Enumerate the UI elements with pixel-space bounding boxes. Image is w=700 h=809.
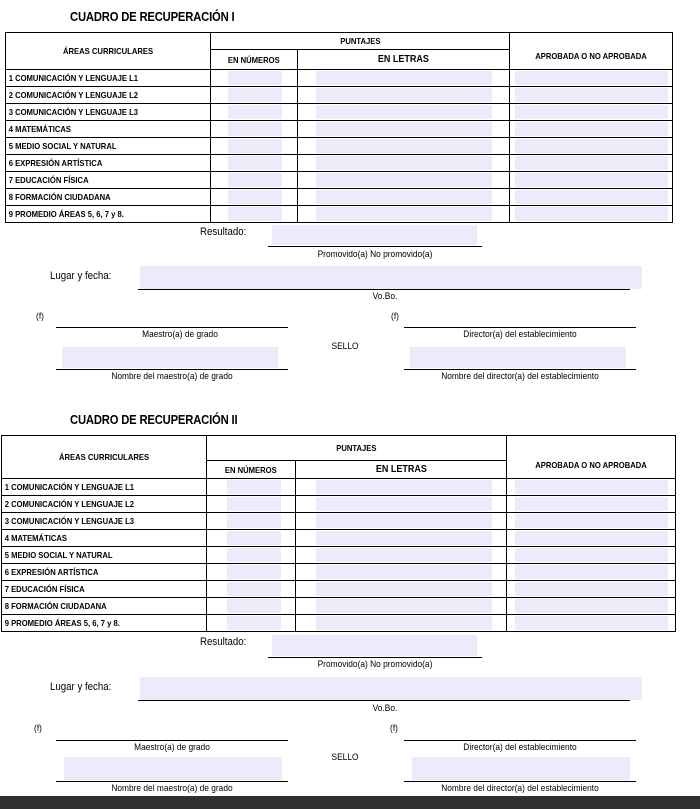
table-row	[2, 496, 676, 513]
approval-field[interactable]	[510, 138, 673, 155]
table-row	[2, 530, 676, 547]
score-letters-field[interactable]	[296, 479, 507, 496]
lugar-line	[138, 700, 630, 701]
area-name: 3 COMUNICACIÓN Y LENGUAJE L3	[2, 513, 207, 530]
resultado-options: Promovido(a) No promovido(a)	[317, 249, 433, 260]
header-areas: ÁREAS CURRICULARES	[2, 436, 207, 479]
header-letras: EN LETRAS	[296, 461, 507, 479]
approval-field[interactable]	[507, 581, 676, 598]
score-number-field[interactable]	[207, 581, 296, 598]
resultado-line	[268, 246, 482, 247]
score-letters-field[interactable]	[296, 530, 507, 547]
score-letters-field[interactable]	[298, 206, 510, 223]
lugar-fecha-field[interactable]	[140, 677, 642, 700]
approval-field[interactable]	[510, 121, 673, 138]
approval-field[interactable]	[507, 479, 676, 496]
approval-field[interactable]	[507, 547, 676, 564]
firma-director-mark: (f)	[391, 311, 399, 322]
score-letters-field[interactable]	[298, 121, 510, 138]
table-row	[6, 121, 673, 138]
nombre-maestro-line	[56, 781, 288, 782]
area-name: 4 MATEMÁTICAS	[2, 530, 207, 547]
lugar-fecha-field[interactable]	[140, 266, 642, 289]
approval-field[interactable]	[507, 615, 676, 632]
approval-field[interactable]	[507, 513, 676, 530]
area-name: 2 COMUNICACIÓN Y LENGUAJE L2	[6, 87, 211, 104]
firma-director-line	[404, 327, 636, 328]
recovery-table	[5, 32, 673, 223]
approval-field[interactable]	[507, 530, 676, 547]
approval-field[interactable]	[510, 189, 673, 206]
maestro-label: Maestro(a) de grado	[142, 329, 218, 340]
resultado-line	[268, 657, 482, 658]
score-letters-field[interactable]	[296, 513, 507, 530]
header-aprobada: APROBADA O NO APROBADA	[510, 33, 673, 70]
firma-director-mark: (f)	[390, 723, 398, 734]
score-letters-field[interactable]	[298, 70, 510, 87]
score-number-field[interactable]	[207, 615, 296, 632]
area-name: 9 PROMEDIO ÁREAS 5, 6, 7 y 8.	[2, 615, 207, 632]
nombre-maestro-label: Nombre del maestro(a) de grado	[111, 783, 233, 794]
score-number-field[interactable]	[211, 104, 298, 121]
area-name: 5 MEDIO SOCIAL Y NATURAL	[2, 547, 207, 564]
header-numeros: EN NÚMEROS	[207, 461, 296, 479]
area-name: 4 MATEMÁTICAS	[6, 121, 211, 138]
lugar-label: Lugar y fecha:	[50, 270, 112, 282]
table-row	[2, 547, 676, 564]
resultado-label: Resultado:	[200, 636, 247, 648]
header-puntajes: PUNTAJES	[207, 436, 507, 461]
area-name: 1 COMUNICACIÓN Y LENGUAJE L1	[6, 70, 211, 87]
vobo-label: Vo.Bo.	[372, 291, 398, 302]
firma-director-line	[404, 740, 636, 741]
section-title: CUADRO DE RECUPERACIÓN I	[70, 10, 235, 24]
table-row	[6, 206, 673, 223]
resultado-options: Promovido(a) No promovido(a)	[317, 659, 433, 670]
director-label: Director(a) del establecimiento	[463, 742, 577, 753]
score-number-field[interactable]	[211, 155, 298, 172]
table-row	[6, 138, 673, 155]
score-number-field[interactable]	[207, 530, 296, 547]
resultado-field[interactable]	[272, 635, 477, 656]
nombre-director-label: Nombre del director(a) del establecimiento	[441, 371, 599, 382]
table-row	[6, 155, 673, 172]
area-name: 6 EXPRESIÓN ARTÍSTICA	[6, 155, 211, 172]
score-number-field[interactable]	[211, 138, 298, 155]
nombre-director-label: Nombre del director(a) del establecimiento	[441, 783, 599, 794]
approval-field[interactable]	[510, 87, 673, 104]
score-letters-field[interactable]	[296, 581, 507, 598]
score-letters-field[interactable]	[298, 87, 510, 104]
score-number-field[interactable]	[211, 206, 298, 223]
section-title: CUADRO DE RECUPERACIÓN II	[70, 413, 238, 427]
score-letters-field[interactable]	[296, 496, 507, 513]
approval-field[interactable]	[510, 155, 673, 172]
firma-maestro-mark: (f)	[36, 311, 44, 322]
nombre-maestro-field[interactable]	[64, 757, 282, 780]
score-letters-field[interactable]	[298, 138, 510, 155]
nombre-maestro-label: Nombre del maestro(a) de grado	[111, 371, 233, 382]
sello-label: SELLO	[331, 752, 359, 763]
table-row	[6, 70, 673, 87]
nombre-maestro-field[interactable]	[62, 347, 278, 368]
score-letters-field[interactable]	[296, 564, 507, 581]
resultado-field[interactable]	[272, 225, 477, 245]
table-row	[6, 189, 673, 206]
lugar-label: Lugar y fecha:	[50, 681, 112, 693]
score-number-field[interactable]	[211, 121, 298, 138]
resultado-label: Resultado:	[200, 226, 247, 238]
bottom-bar	[0, 796, 700, 809]
area-name: 1 COMUNICACIÓN Y LENGUAJE L1	[2, 479, 207, 496]
area-name: 9 PROMEDIO ÁREAS 5, 6, 7 y 8.	[6, 206, 211, 223]
table-row	[6, 104, 673, 121]
score-letters-field[interactable]	[296, 615, 507, 632]
score-letters-field[interactable]	[298, 155, 510, 172]
nombre-director-line	[404, 369, 636, 370]
score-letters-field[interactable]	[298, 104, 510, 121]
recovery-table	[1, 435, 676, 632]
score-letters-field[interactable]	[296, 598, 507, 615]
area-name: 7 EDUCACIÓN FÍSICA	[2, 581, 207, 598]
firma-maestro-mark: (f)	[34, 723, 42, 734]
area-name: 2 COMUNICACIÓN Y LENGUAJE L2	[2, 496, 207, 513]
score-number-field[interactable]	[211, 87, 298, 104]
nombre-maestro-line	[56, 369, 288, 370]
approval-field[interactable]	[510, 172, 673, 189]
score-number-field[interactable]	[207, 547, 296, 564]
table-row	[2, 615, 676, 632]
approval-field[interactable]	[507, 496, 676, 513]
header-areas: ÁREAS CURRICULARES	[6, 33, 211, 70]
director-label: Director(a) del establecimiento	[463, 329, 577, 340]
sello-label: SELLO	[331, 341, 359, 352]
header-puntajes: PUNTAJES	[211, 33, 510, 50]
score-number-field[interactable]	[211, 189, 298, 206]
approval-field[interactable]	[510, 206, 673, 223]
score-letters-field[interactable]	[298, 172, 510, 189]
table-row	[2, 564, 676, 581]
header-aprobada: APROBADA O NO APROBADA	[507, 436, 676, 479]
nombre-director-field[interactable]	[410, 347, 626, 368]
score-letters-field[interactable]	[298, 189, 510, 206]
area-name: 8 FORMACIÓN CIUDADANA	[6, 189, 211, 206]
firma-maestro-line	[56, 327, 288, 328]
approval-field[interactable]	[510, 104, 673, 121]
score-number-field[interactable]	[207, 598, 296, 615]
score-number-field[interactable]	[211, 70, 298, 87]
score-number-field[interactable]	[207, 564, 296, 581]
score-number-field[interactable]	[207, 513, 296, 530]
vobo-label: Vo.Bo.	[372, 703, 398, 714]
area-name: 8 FORMACIÓN CIUDADANA	[2, 598, 207, 615]
lugar-line	[138, 289, 630, 290]
approval-field[interactable]	[507, 598, 676, 615]
area-name: 5 MEDIO SOCIAL Y NATURAL	[6, 138, 211, 155]
maestro-label: Maestro(a) de grado	[134, 742, 210, 753]
score-number-field[interactable]	[211, 172, 298, 189]
area-name: 3 COMUNICACIÓN Y LENGUAJE L3	[6, 104, 211, 121]
approval-field[interactable]	[507, 564, 676, 581]
table-row	[2, 513, 676, 530]
table-row	[6, 87, 673, 104]
table-body	[2, 479, 676, 632]
header-numeros: EN NÚMEROS	[211, 50, 298, 70]
table-row	[6, 172, 673, 189]
area-name: 7 EDUCACIÓN FÍSICA	[6, 172, 211, 189]
nombre-director-field[interactable]	[412, 757, 630, 780]
firma-maestro-line	[56, 740, 288, 741]
header-letras: EN LETRAS	[298, 50, 510, 70]
table-body	[6, 70, 673, 223]
score-number-field[interactable]	[207, 496, 296, 513]
table-row	[2, 479, 676, 496]
table-row	[2, 581, 676, 598]
score-letters-field[interactable]	[296, 547, 507, 564]
score-number-field[interactable]	[207, 479, 296, 496]
table-row	[2, 598, 676, 615]
area-name: 6 EXPRESIÓN ARTÍSTICA	[2, 564, 207, 581]
approval-field[interactable]	[510, 70, 673, 87]
nombre-director-line	[404, 781, 636, 782]
